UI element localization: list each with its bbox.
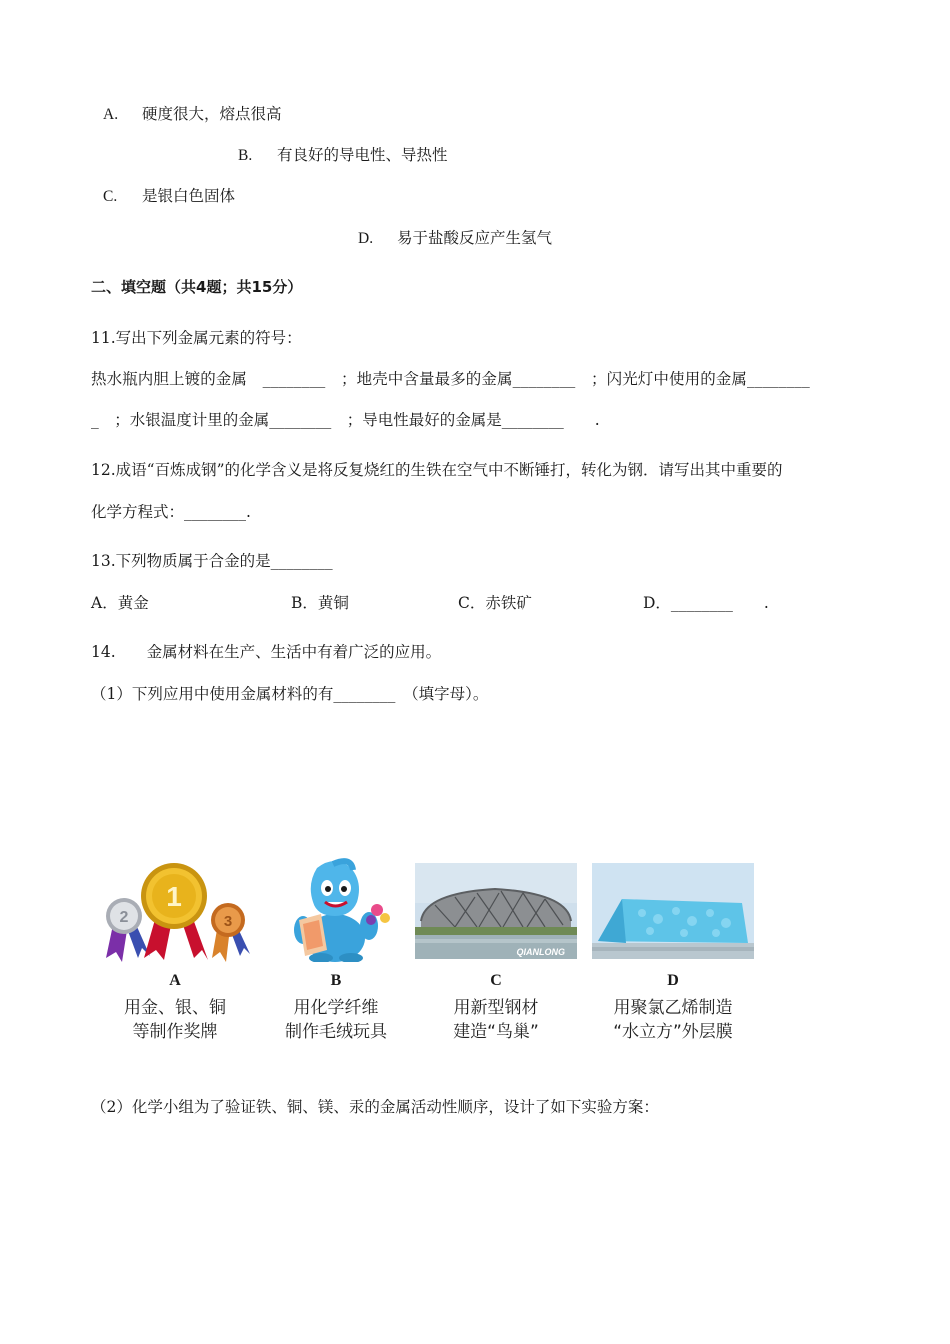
q12-line2: 化学方程式：________.	[91, 503, 251, 521]
figure-letter-b: B	[330, 972, 342, 989]
option-c-label: C.	[103, 188, 118, 205]
figure-letter-d: D	[667, 972, 679, 989]
q11-line2: 热水瓶内胆上镀的金属 ________ ；地壳中含量最多的金属________ ；闪光灯中使用的金属________	[91, 370, 810, 388]
svg-text:3: 3	[223, 913, 233, 930]
q13-option-b: B．黄铜	[291, 594, 349, 612]
q13-option-d: D．________ .	[643, 594, 769, 612]
plush-toy-image	[255, 858, 417, 962]
photo-watermark: QIANLONG	[516, 947, 565, 957]
option-a	[103, 104, 281, 125]
option-b-label: B.	[238, 147, 253, 164]
option-a-text: 硬度很大，熔点很高	[141, 105, 282, 123]
birds-nest-photo	[415, 863, 577, 959]
figure-caption-d-1: 用聚氯乙烯制造	[613, 998, 733, 1018]
figure-caption-c-1: 用新型钢材	[453, 998, 539, 1018]
section-title: 二、填空题（共4题；共15分）	[91, 278, 303, 296]
svg-text:1: 1	[166, 881, 182, 912]
figure-caption-c-2: 建造“鸟巢”	[453, 1022, 539, 1042]
q13-option-c: C．赤铁矿	[458, 594, 532, 612]
q12-stem: 12.成语“百炼成钢”的化学含义是将反复烧红的生铁在空气中不断锤打，转化为钢．请写出其中重要的	[91, 461, 783, 479]
option-b-text: 有良好的导电性、导热性	[276, 146, 448, 164]
water-cube-photo	[592, 863, 754, 959]
figure-letter-a: A	[169, 972, 181, 989]
svg-text:2: 2	[119, 909, 129, 926]
figure-caption-b-2: 制作毛绒玩具	[285, 1022, 387, 1042]
q14-part1: （1）下列应用中使用金属材料的有________ （填字母）。	[91, 685, 489, 703]
figure-letter-c: C	[490, 972, 502, 989]
figure-caption-b-1: 用化学纤维	[293, 998, 379, 1018]
option-b	[238, 145, 447, 166]
q14-part2: （2）化学小组为了验证铁、铜、镁、汞的金属活动性顺序，设计了如下实验方案：	[91, 1098, 659, 1116]
figure-caption-a-2: 等制作奖牌	[132, 1022, 218, 1042]
q14-stem: 14. 金属材料在生产、生活中有着广泛的应用。	[91, 643, 442, 661]
option-c	[103, 186, 235, 207]
q11-line3: _ ；水银温度计里的金属________ ；导电性最好的金属是________ .	[91, 411, 600, 429]
q13-stem: 13.下列物质属于合金的是________	[91, 552, 333, 570]
figure-caption-d-2: “水立方”外层膜	[613, 1022, 733, 1042]
medals-image	[94, 858, 256, 962]
q11-stem: 11.写出下列金属元素的符号：	[91, 329, 302, 347]
option-d-text: 易于盐酸反应产生氢气	[396, 229, 552, 247]
option-d-label: D.	[358, 230, 374, 247]
q13-option-a: A．黄金	[91, 594, 149, 612]
figure-caption-a-1: 用金、银、铜	[124, 998, 226, 1018]
option-a-label: A.	[103, 106, 119, 123]
option-c-text: 是银白色固体	[141, 187, 235, 205]
option-d	[358, 228, 552, 249]
